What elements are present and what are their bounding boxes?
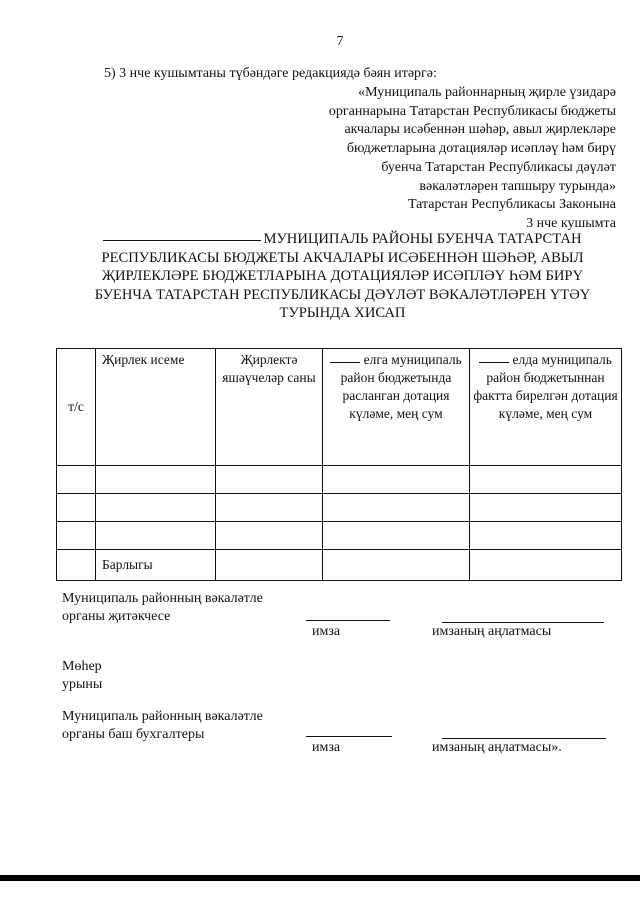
head-signatory-label: Муниципаль районның вәкаләтле органы җитәкчесе [62,591,263,624]
table-header-row [57,349,622,466]
accountant-signatory-label: Муниципаль районның вәкаләтле органы баш бухгалтеры [62,709,263,742]
table-row [57,522,622,550]
appendix-reference-line: 3 нче кушымта [526,215,616,231]
district-name-blank[interactable] [103,230,261,241]
appendix-reference-line: буенча Татарстан Республикасы дәүләт [381,159,616,175]
signature-caption: имза [312,740,341,755]
appendix-reference [236,84,616,234]
appendix-reference-line: бюджетларына дотацияләр исәпләү һәм бирү [346,141,616,157]
appendix-reference-line: органнарына Татарстан Республикасы бюджеты [328,103,616,119]
head-decoding-line[interactable] [442,622,604,623]
appendix-reference-line: «Муниципаль районнарның җирле үзидарә [358,85,616,100]
year-blank[interactable] [330,352,360,363]
page-number: 7 [336,34,344,49]
scan-bottom-edge [0,875,640,881]
table-row [57,494,622,522]
header-actual-subsidy: елда муниципаль район бюджетыннан фактта бирелгән дотация күләме, мең сум [470,349,622,466]
header-population: Җирлектә яшәүчеләр саны [216,349,323,466]
report-title [40,230,640,323]
table-row [57,466,622,494]
table-total-row [57,550,622,581]
report-title-line: ҖИРЛЕКЛӘРЕ БЮДЖЕТЛАРЫНА ДОТАЦИЯЛӘР ИСӘПЛӘҮ ҺӘМ БИРҮ [101,268,584,285]
report-table [56,348,622,581]
signature-caption: имза [312,624,341,639]
total-label: Барлыгы [96,550,216,581]
accountant-signature-line[interactable] [306,736,392,737]
header-ts: т/с [57,349,96,466]
accountant-decoding-line[interactable] [442,738,606,739]
appendix-reference-line: Татарстан Республикасы Законына [407,197,616,213]
year-blank[interactable] [479,352,509,363]
report-title-line: РЕСПУБЛИКАСЫ БЮДЖЕТЫ АКЧАЛАРЫ ИСӘБЕННӘН ШӘҺӘР, АВЫЛ [101,249,584,266]
decoding-caption: имзаның аңлатмасы [432,624,552,639]
decoding-caption: имзаның аңлатмасы». [432,740,562,755]
header-settlement-name: Җирлек исеме [96,349,216,466]
head-signature-line[interactable] [306,620,390,621]
header-planned-subsidy: елга муниципаль район бюджетында расланган дотация күләме, мең сум [323,349,470,466]
amendment-item-5: 5) 3 нче кушымтаны түбәндәге редакциядә бәян итәргә: [104,66,437,81]
report-title-line: БУЕНЧА ТАТАРСТАН РЕСПУБЛИКАСЫ ДӘҮЛӘТ ВӘКАЛӘТЛӘРЕН ҮТӘҮ [94,286,591,303]
report-title-line: ТУРЫНДА ХИСАП [279,305,406,322]
appendix-reference-line: вәкаләтләрен тапшыру турында» [419,178,616,194]
report-title-line: МУНИЦИПАЛЬ РАЙОНЫ БУЕНЧА ТАТАРСТАН [40,230,640,249]
seal-place: Мөһер урыны [62,659,103,692]
appendix-reference-line: акчалары исәбеннән шәһәр, авыл җирлекләре [344,122,616,138]
